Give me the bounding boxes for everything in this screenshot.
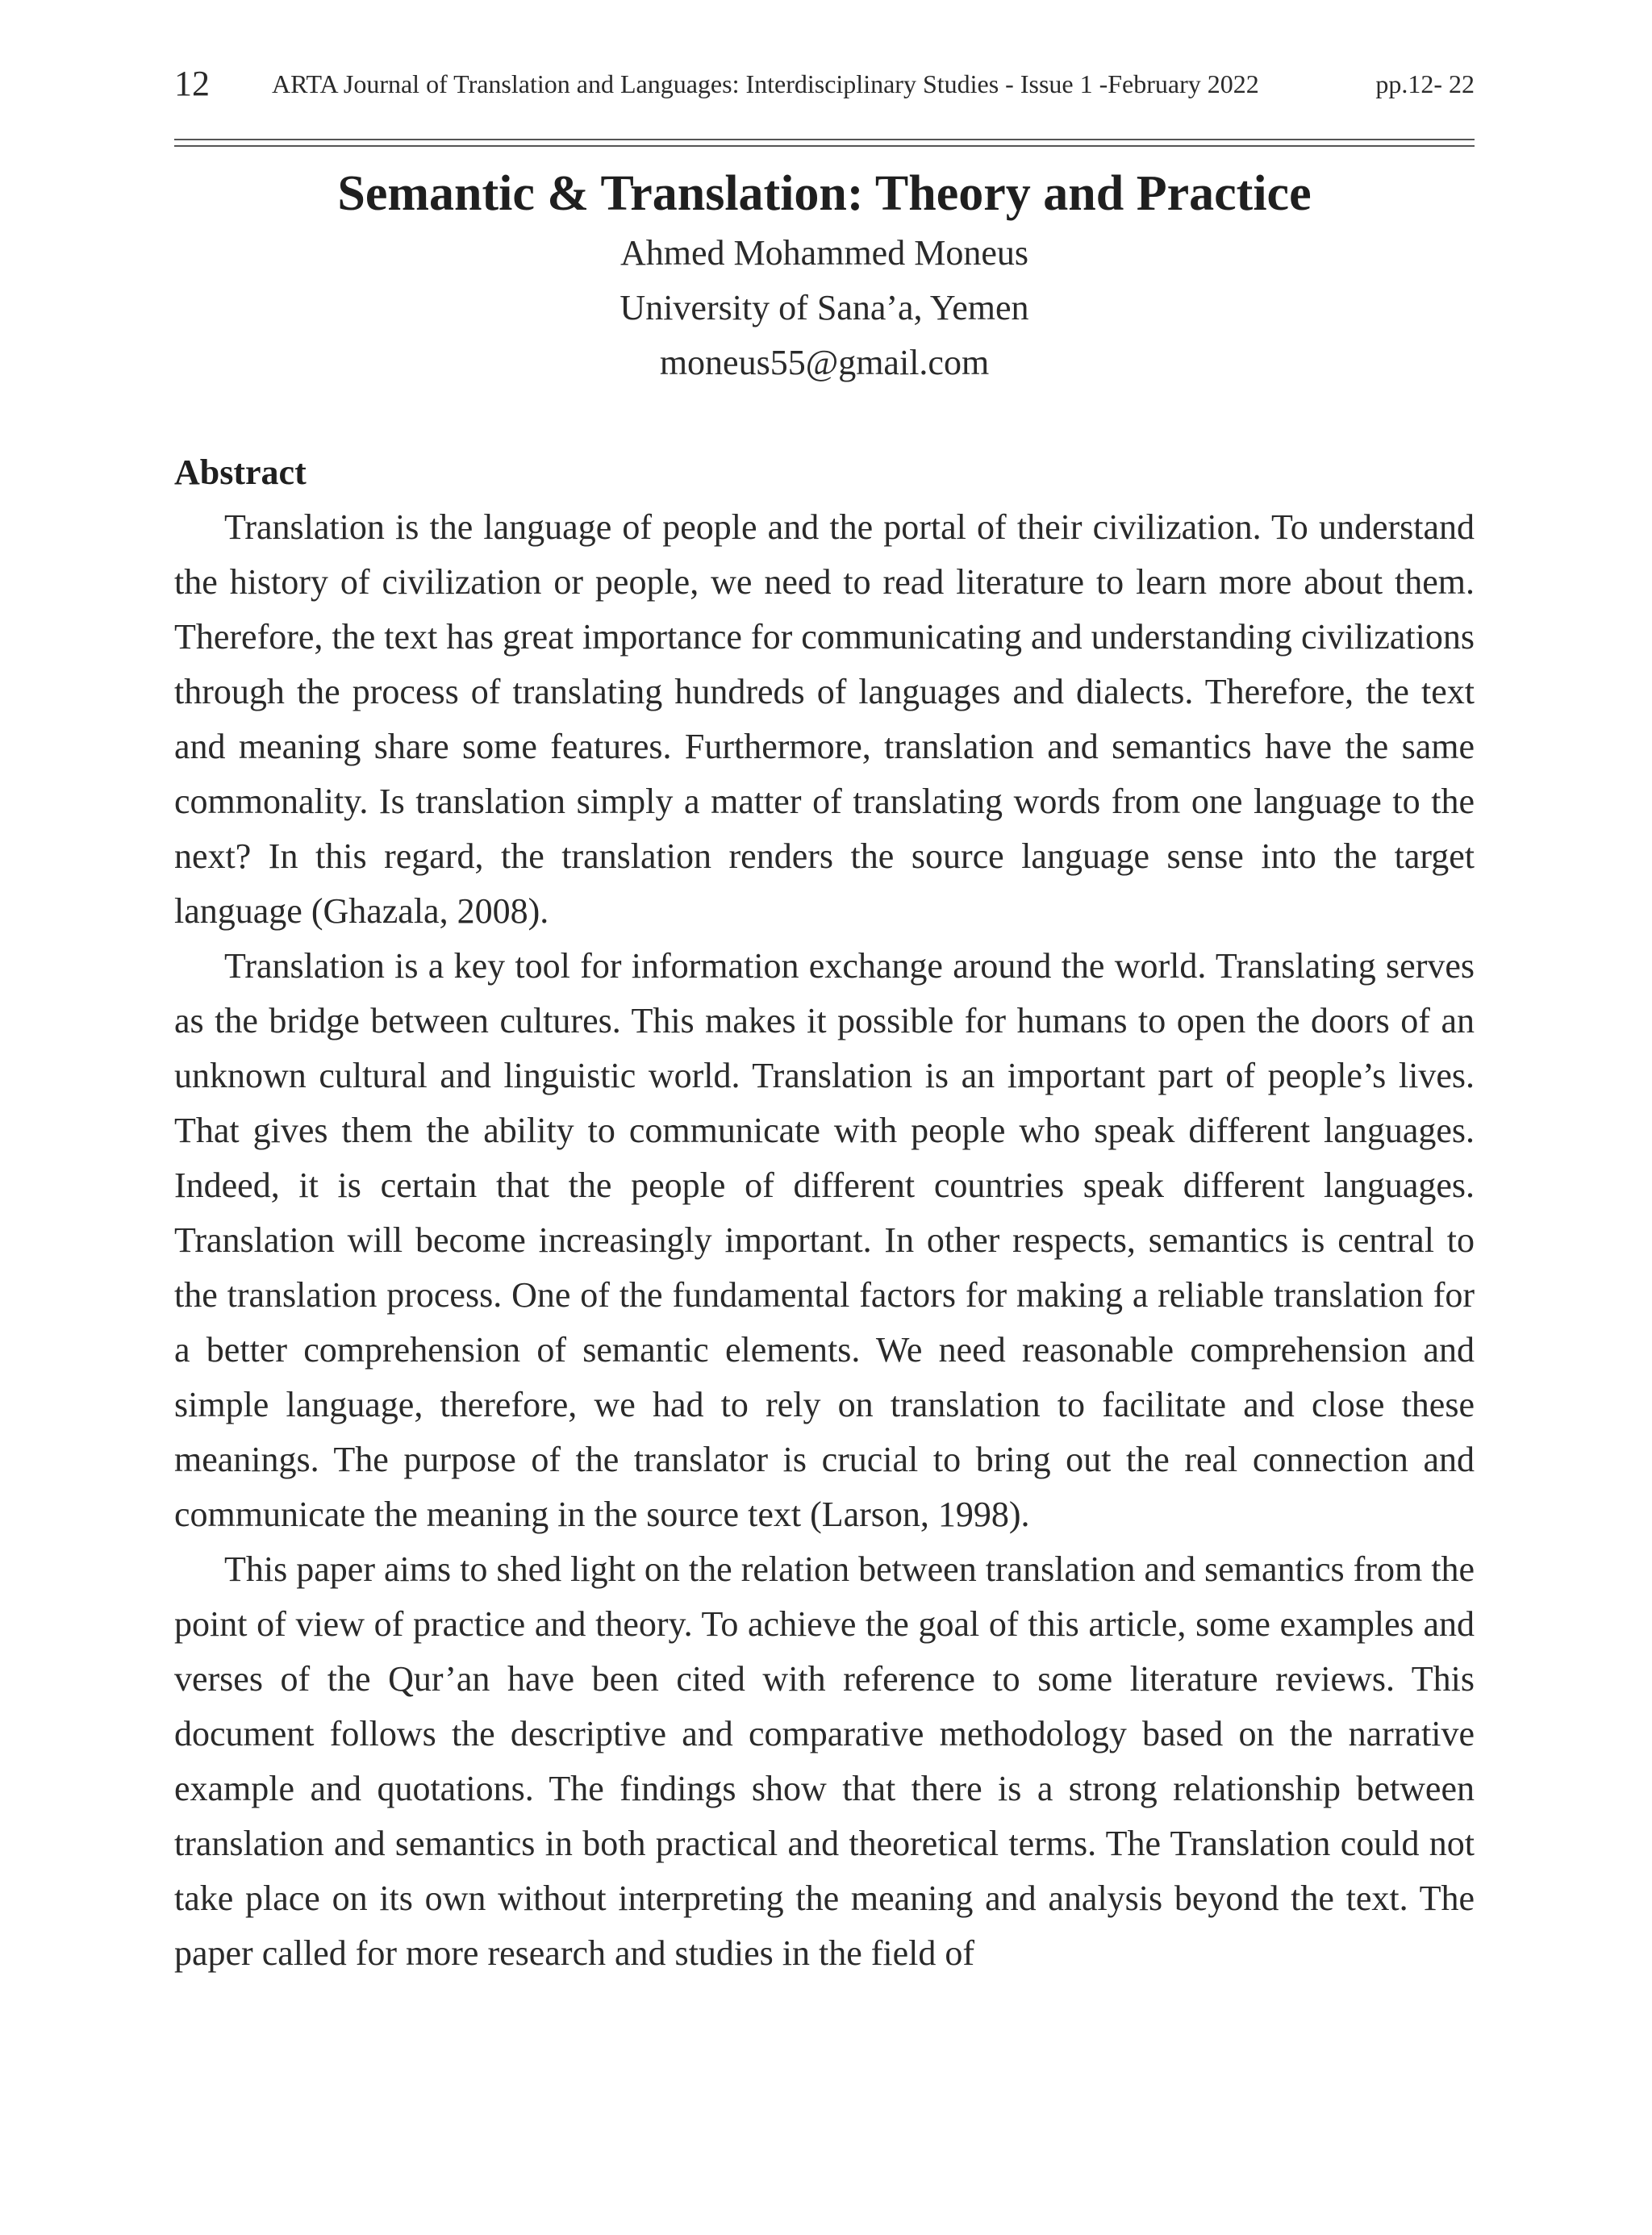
- header-rule-top: [174, 139, 1475, 140]
- abstract-paragraph-1: Translation is the language of people and the portal of their civilization. To understand the history of civilization or people, we need to read literature to learn more about them. Therefore, the text has great importance for communicating and understanding civilizations through the process of translating hundreds of languages and dialects. Therefore, the text and meaning share some features. Furthermore, translation and semantics have the same commonality. Is translation simply a matter of translating words from one language to the next? In this regard, the translation renders the source language sense into the target language (Ghazala, 2008).: [174, 507, 1475, 931]
- abstract-heading: Abstract: [174, 452, 307, 492]
- page-range: pp.12- 22: [1375, 69, 1475, 98]
- author-name: Ahmed Mohammed Moneus: [620, 233, 1028, 273]
- author-block: [174, 226, 1475, 390]
- article-title: Semantic & Translation: Theory and Practice: [337, 166, 1312, 221]
- author-affiliation: University of Sana’a, Yemen: [620, 288, 1029, 327]
- author-email[interactable]: moneus55@gmail.com: [659, 343, 990, 382]
- abstract-body: [174, 500, 1475, 1981]
- header-rule-bottom: [174, 145, 1475, 147]
- page-number: 12: [174, 64, 210, 103]
- abstract-paragraph-3: This paper aims to shed light on the relation between translation and semantics from the point of view of practice and theory. To achieve the goal of this article, some examples and verses of the Qur’an have been cited with reference to some literature reviews. This document follows the descriptive and comparative methodology based on the narrative example and quotations. The findings show that there is a strong relationship between translation and semantics in both practical and theoretical terms. The Translation could not take place on its own without interpreting the meaning and analysis beyond the text. The paper called for more research and studies in the field of: [174, 1549, 1475, 1973]
- journal-running-header: ARTA Journal of Translation and Languages: Interdisciplinary Studies - Issue 1 -February 2022: [272, 69, 1259, 98]
- abstract-paragraph-2: Translation is a key tool for information exchange around the world. Translating serves as the bridge between cultures. This makes it possible for humans to open the doors of an unknown cultural and linguistic world. Translation is an important part of people’s lives. That gives them the ability to communicate with people who speak different languages. Indeed, it is certain that the people of different countries speak different languages. Translation will become increasingly important. In other respects, semantics is central to the translation process. One of the fundamental factors for making a reliable translation for a better comprehension of semantic elements. We need reasonable comprehension and simple language, therefore, we had to rely on translation to facilitate and close these meanings. The purpose of the translator is crucial to bring out the real connection and communicate the meaning in the source text (Larson, 1998).: [174, 946, 1475, 1534]
